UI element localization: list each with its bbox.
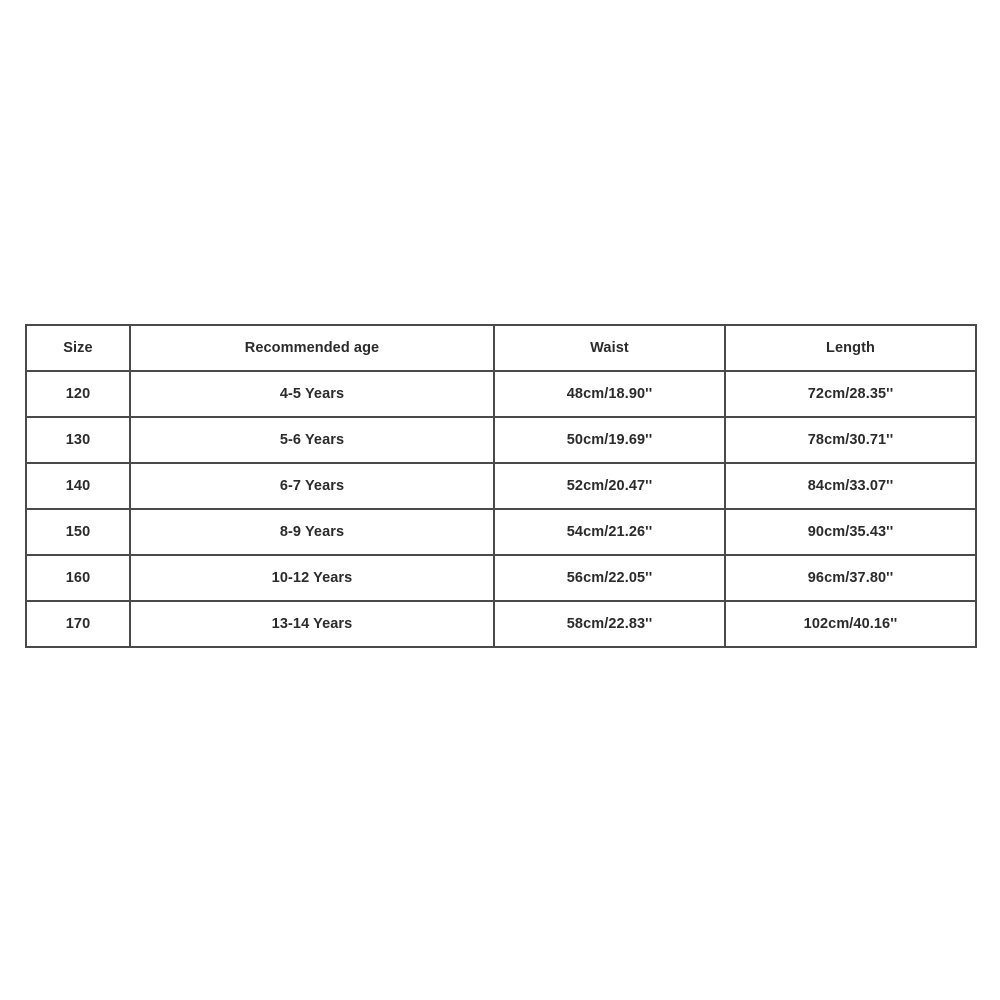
size-chart-table bbox=[25, 324, 977, 648]
cell-size: 130 bbox=[26, 417, 130, 463]
cell-waist: 58cm/22.83'' bbox=[494, 601, 725, 647]
header-size: Size bbox=[26, 325, 130, 371]
cell-size: 120 bbox=[26, 371, 130, 417]
cell-length: 84cm/33.07'' bbox=[725, 463, 976, 509]
cell-size: 140 bbox=[26, 463, 130, 509]
cell-waist: 48cm/18.90'' bbox=[494, 371, 725, 417]
cell-length: 102cm/40.16'' bbox=[725, 601, 976, 647]
cell-length: 90cm/35.43'' bbox=[725, 509, 976, 555]
cell-waist: 50cm/19.69'' bbox=[494, 417, 725, 463]
table-header-row bbox=[26, 325, 976, 371]
header-recommended-age: Recommended age bbox=[130, 325, 494, 371]
cell-size: 170 bbox=[26, 601, 130, 647]
cell-recommended-age: 6-7 Years bbox=[130, 463, 494, 509]
cell-waist: 56cm/22.05'' bbox=[494, 555, 725, 601]
cell-length: 78cm/30.71'' bbox=[725, 417, 976, 463]
cell-recommended-age: 8-9 Years bbox=[130, 509, 494, 555]
table-row bbox=[26, 463, 976, 509]
cell-size: 150 bbox=[26, 509, 130, 555]
table-row bbox=[26, 601, 976, 647]
cell-recommended-age: 13-14 Years bbox=[130, 601, 494, 647]
cell-recommended-age: 5-6 Years bbox=[130, 417, 494, 463]
cell-recommended-age: 10-12 Years bbox=[130, 555, 494, 601]
cell-waist: 52cm/20.47'' bbox=[494, 463, 725, 509]
table-row bbox=[26, 417, 976, 463]
cell-length: 72cm/28.35'' bbox=[725, 371, 976, 417]
header-length: Length bbox=[725, 325, 976, 371]
table-row bbox=[26, 371, 976, 417]
cell-size: 160 bbox=[26, 555, 130, 601]
cell-recommended-age: 4-5 Years bbox=[130, 371, 494, 417]
cell-waist: 54cm/21.26'' bbox=[494, 509, 725, 555]
cell-length: 96cm/37.80'' bbox=[725, 555, 976, 601]
table-row bbox=[26, 509, 976, 555]
table-row bbox=[26, 555, 976, 601]
header-waist: Waist bbox=[494, 325, 725, 371]
